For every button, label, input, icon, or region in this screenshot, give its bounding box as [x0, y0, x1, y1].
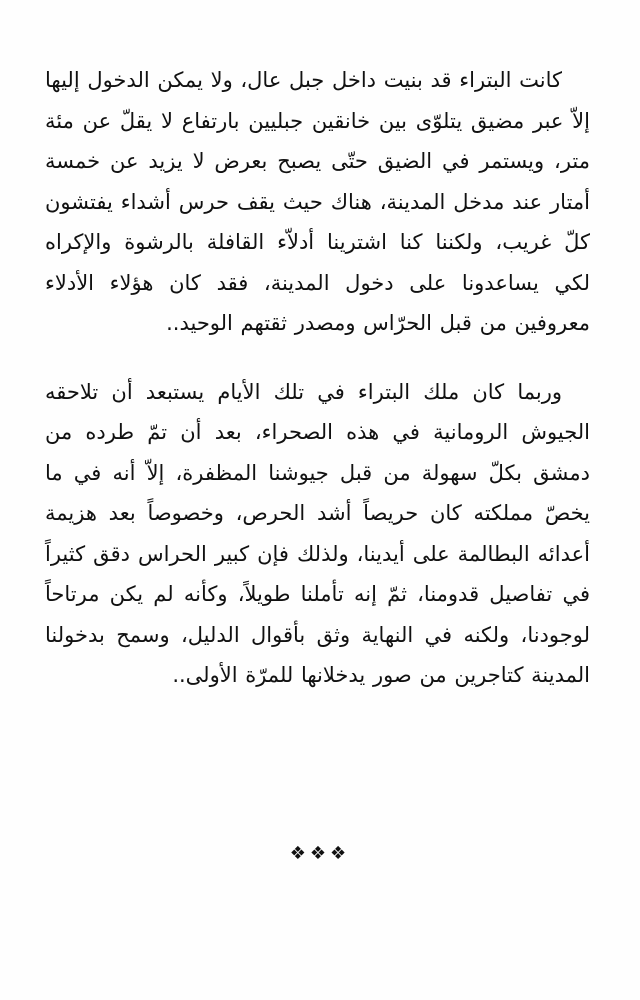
paragraph-1: كانت البتراء قد بنيت داخل جبل عال، ولا يمكن الدخول إليها إلاّ عبر مضيق يتلوّى بين خانقين جبليين بارتفاع لا يقلّ عن مئة متر، ويستمر في الضيق حتّى يصبح بعرض لا يزيد عن خمسة أمتار عند مدخل المدينة، هناك حيث يقف حرس أشداء يفتشون كلّ غريب، ولكننا كنا اشترينا أدلاّء القافلة بالرشوة والإكراه لكي يساعدونا على دخول المدينة، فقد كان هؤلاء الأدلاء معروفين من قبل الحرّاس ومصدر ثقتهم الوحيد..: [45, 68, 590, 335]
paragraph-2: وربما كان ملك البتراء في تلك الأيام يستبعد أن تلاحقه الجيوش الرومانية في هذه الصحراء، بعد أن تمّ طرده من دمشق بكلّ سهولة من قبل جيوشنا المظفرة، إلاّ أنه في ما يخصّ مملكته كان حريصاً أشد الحرص، وخصوصاً بعد هزيمة أعدائه البطالمة على أيدينا، ولذلك فإن كبير الحراس دقق كثيراً في تفاصيل قدومنا، ثمّ إنه تأملنا طويلاً، وكأنه لم يكن مرتاحاً لوجودنا، ولكنه في النهاية وثق بأقوال الدليل، وسمح بدخولنا المدينة كتاجرين من صور يدخلانها للمرّة الأولى..: [45, 379, 590, 687]
page-body: [45, 60, 590, 696]
section-break-ornament: ❖❖❖: [289, 843, 351, 864]
